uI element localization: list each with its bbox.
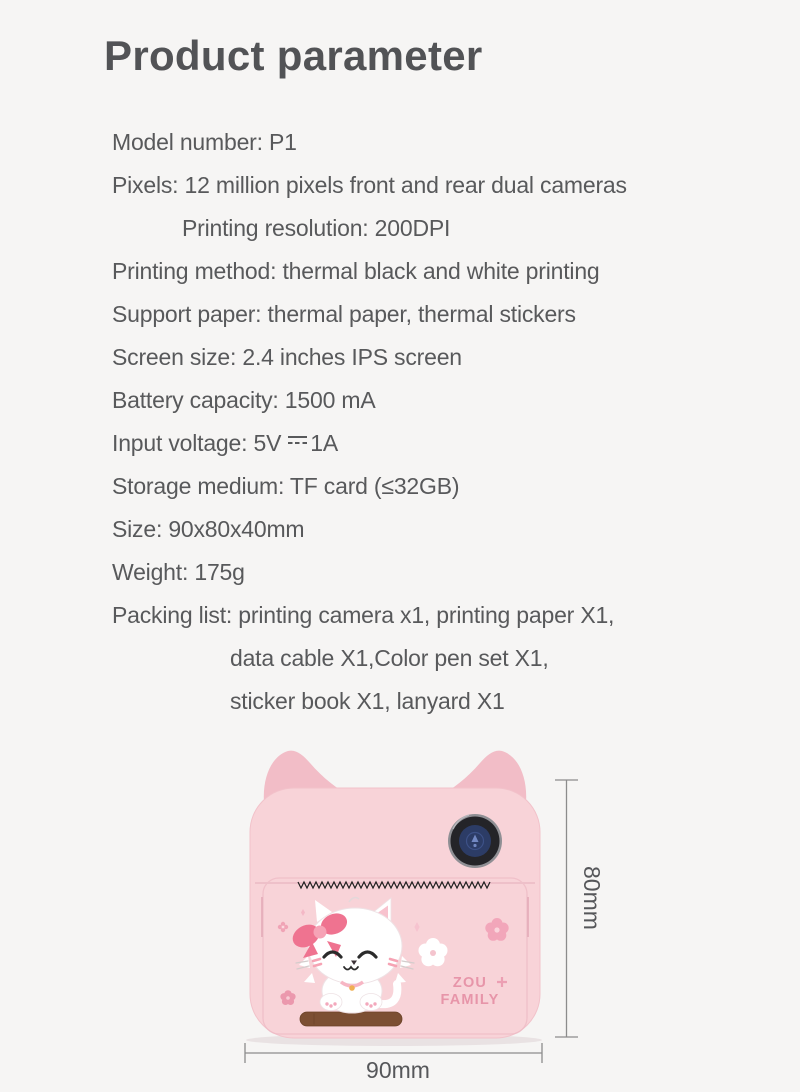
spec-input-voltage <box>112 422 627 465</box>
spec-printing-resolution: Printing resolution: 200DPI <box>182 215 451 241</box>
spec-packing-list-line1: Packing list: printing camera x1, printing paper X1, <box>112 602 615 628</box>
spec-printing-method: Printing method: thermal black and white printing <box>112 258 600 284</box>
spec-list <box>112 121 627 723</box>
spec-support-paper: Support paper: thermal paper, thermal stickers <box>112 301 576 327</box>
input-voltage-prefix: Input voltage: 5V <box>112 430 282 456</box>
spec-model-number: Model number: P1 <box>112 129 297 155</box>
dimension-width-label: 90mm <box>366 1057 430 1083</box>
cat-head <box>308 908 402 984</box>
brand-text-zou: ZOU <box>452 975 488 991</box>
bow-knot <box>314 926 327 939</box>
spec-storage-medium: Storage medium: TF card (≤32GB) <box>112 473 460 499</box>
dimension-height-line <box>555 780 578 1037</box>
dimension-width <box>245 1043 542 1083</box>
log-perch <box>300 1012 402 1026</box>
spec-screen-size: Screen size: 2.4 inches IPS screen <box>112 344 462 370</box>
direct-current-symbol-icon <box>288 436 307 445</box>
input-voltage-suffix: 1A <box>310 430 338 456</box>
brand-text-family: FAMILY <box>440 992 500 1008</box>
camera-illustration-area <box>0 730 800 1092</box>
spec-packing-list-line2: data cable X1,Color pen set X1, <box>230 645 549 671</box>
camera-lens <box>448 814 502 868</box>
spec-size: Size: 90x80x40mm <box>112 516 305 542</box>
dimension-height-label: 80mm <box>579 866 605 930</box>
camera-illustration <box>0 730 800 1092</box>
spec-packing-list-line3: sticker book X1, lanyard X1 <box>230 688 505 714</box>
page-title: Product parameter <box>104 32 483 80</box>
collar-bell <box>349 985 355 991</box>
spec-battery-capacity: Battery capacity: 1500 mA <box>112 387 376 413</box>
spec-weight: Weight: 175g <box>112 559 245 585</box>
spec-pixels: Pixels: 12 million pixels front and rear dual cameras <box>112 172 627 198</box>
dimension-height <box>555 780 605 1037</box>
